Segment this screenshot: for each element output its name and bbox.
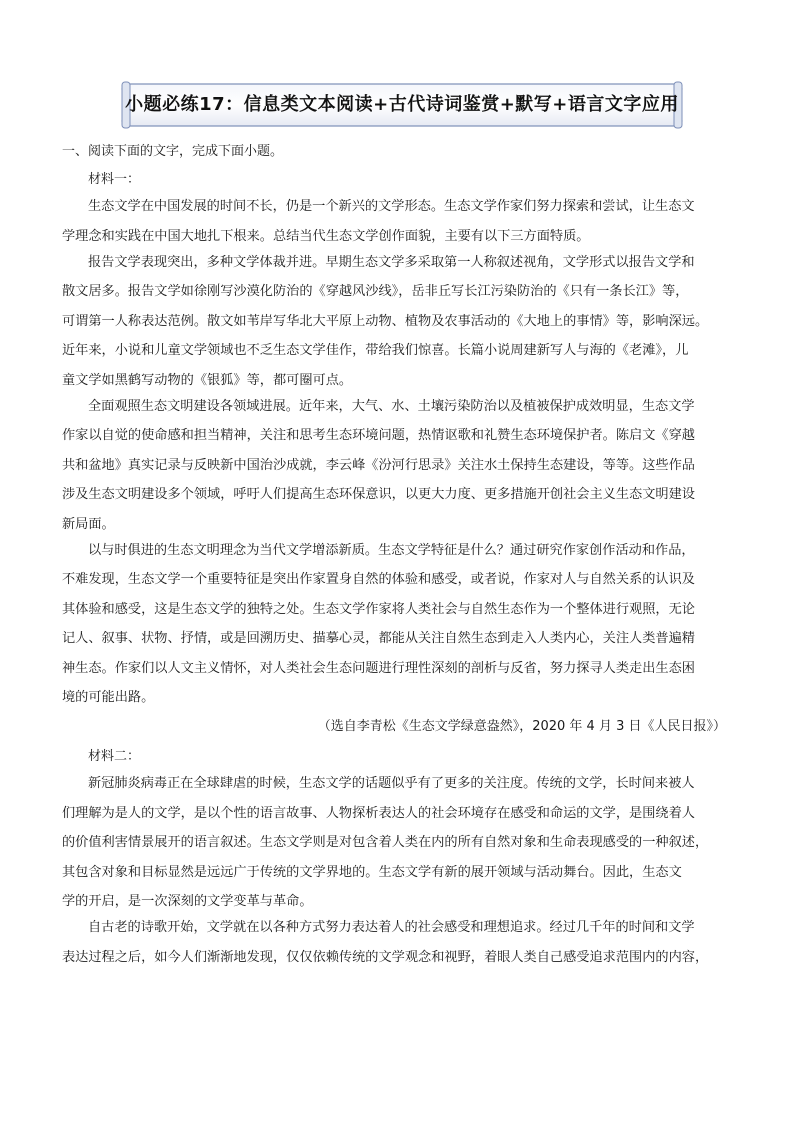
text-line: 自古老的诗歌开始，文学就在以各种方式努力表达着人的社会感受和理想追求。经过几千年的时间和文学 xyxy=(88,920,695,935)
material-1-label: 材料一： xyxy=(88,172,141,187)
material-2-label: 材料二： xyxy=(88,749,141,764)
text-line: 的价值利害情景展开的语言叙述。生态文学则是对包含着人类在内的所有自然对象和生命表现感受的一种叙述， xyxy=(62,835,709,850)
material-1-source: （选自李青松《生态文学绿意盎然》，2020 年 4 月 3 日《人民日报》） xyxy=(317,719,726,734)
title-banner xyxy=(118,80,686,130)
text-line: 不难发现，生态文学一个重要特征是突出作家置身自然的体验和感受，或者说，作家对人与自然关系的认识及 xyxy=(62,572,695,587)
text-line: 新局面。 xyxy=(62,516,115,532)
material-1-paragraph-1 xyxy=(62,198,730,246)
page-title: 小题必练17：信息类文本阅读+古代诗词鉴赏+默写+语言文字应用 xyxy=(125,94,679,115)
document-body xyxy=(62,142,730,975)
text-line: 报告文学表现突出，多种文学体裁并进。早期生态文学多采取第一人称叙述视角，文学形式以报告文学和 xyxy=(88,254,695,270)
text-line: 童文学如黑鹤写动物的《银狐》等，都可圈可点。 xyxy=(62,372,353,388)
material-1-paragraph-2 xyxy=(62,254,730,390)
text-line: 新冠肺炎病毒正在全球肆虐的时候，生态文学的话题似乎有了更多的关注度。传统的文学，长时间来被人 xyxy=(88,776,695,791)
text-line: 其包含对象和目标显然是远远广于传统的文学界地的。生态文学有新的展开领域与活动舞台。因此，生态文 xyxy=(62,864,682,880)
material-1-paragraph-4 xyxy=(62,542,730,708)
text-line: 生态文学在中国发展的时间不长，仍是一个新兴的文学形态。生态文学作家们努力探索和尝试，让生态文 xyxy=(88,199,695,214)
material-1-paragraph-3 xyxy=(62,398,730,534)
question-heading: 一、阅读下面的文字，完成下面小题。 xyxy=(62,144,284,159)
text-line: 作家以自觉的使命感和担当精神，关注和思考生态环境问题，热情讴歌和礼赞生态环境保护者。陈启文《穿越 xyxy=(62,428,695,443)
text-line: 记人、叙事、状物、抒情，或是回溯历史、描摹心灵，都能从关注自然生态到走入人类内心，关注人类普遍精 xyxy=(62,631,695,646)
text-line: 们理解为是人的文学，是以个性的语言故事、人物探析表达人的社会环境存在感受和命运的文学，是围绕着人 xyxy=(62,805,695,821)
text-line: 学的开启，是一次深刻的文学变革与革命。 xyxy=(62,894,313,909)
text-line: 可谓第一人称表达范例。散文如苇岸写华北大平原上动物、植物及农事活动的《大地上的事情》等，影响深远。 xyxy=(62,313,709,329)
text-line: 共和盆地》真实记录与反映新中国治沙成就，李云峰《汾河行思录》关注水土保持生态建设，等等。这些作品 xyxy=(62,457,695,473)
text-line: 境的可能出路。 xyxy=(62,690,155,705)
text-line: 以与时俱进的生态文明理念为当代文学增添新质。生态文学特征是什么？通过研究作家创作活动和作品， xyxy=(88,542,695,558)
text-line: 学理念和实践在中国大地扎下根来。总结当代生态文学创作面貌，主要有以下三方面特质。 xyxy=(62,228,590,244)
text-line: 涉及生态文明建设多个领域，呼吁人们提高生态环保意识，以更大力度、更多措施开创社会主义生态文明建设 xyxy=(62,487,695,502)
text-line: 散文居多。报告文学如徐刚写沙漠化防治的《穿越风沙线》，岳非丘写长江污染防治的《只有一条长江》等， xyxy=(62,284,689,299)
text-line: 表达过程之后，如今人们渐渐地发现，仅仅依赖传统的文学观念和视野，着眼人类自己感受追求范围内的内容， xyxy=(62,949,709,965)
material-2-paragraph-2 xyxy=(62,919,730,967)
text-line: 神生态。作家们以人文主义情怀，对人类社会生态问题进行理性深刻的剖析与反省，努力探寻人类走出生态困 xyxy=(62,660,695,676)
text-line: 全面观照生态文明建设各领域进展。近年来，大气、水、土壤污染防治以及植被保护成效明显，生态文学 xyxy=(88,398,695,414)
text-line: 其体验和感受，这是生态文学的独特之处。生态文学作家将人类社会与自然生态作为一个整体进行观照，无论 xyxy=(62,601,695,617)
material-2-paragraph-1 xyxy=(62,775,730,911)
text-line: 近年来，小说和儿童文学领域也不乏生态文学佳作，带给我们惊喜。长篇小说周建新写人与海的《老滩》，儿 xyxy=(62,343,689,358)
